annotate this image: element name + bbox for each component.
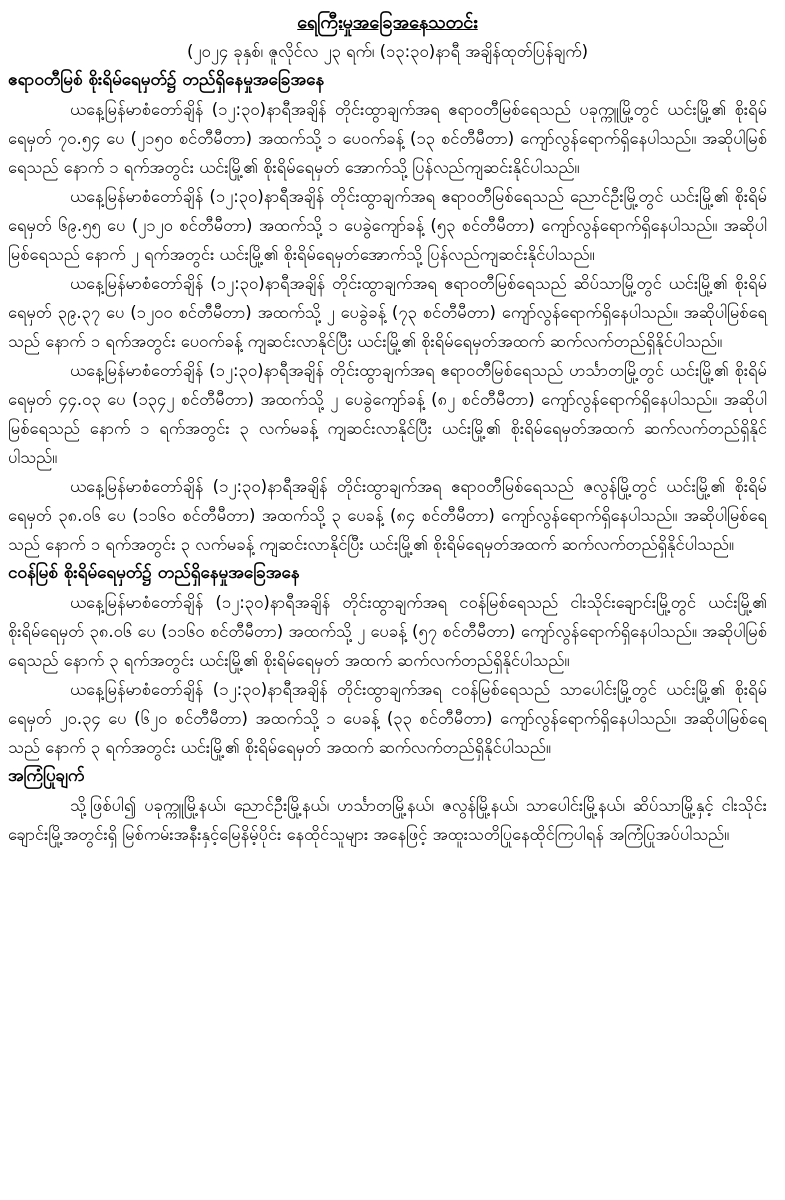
paragraph-seikthar: ယနေ့မြန်မာစံတော်ချိန် (၁၂:၃၀)နာရီအချိန် တိုင်းထွာချက်အရ ဧရာဝတီမြစ်ရေသည် ဆိပ်သာမြို့တွင် ယင်းမြို့၏ စိုးရိမ်ရေမှတ် ၃၉.၃၇ ပေ (၁၂၀၀ စင်တီမီတာ) အထက်သို့ ၂ ပေခွဲခန့် (၇၃ စင်တီမီတာ) ကျော်လွန်ရောက်ရှိနေပါသည်။ အဆိုပါမြစ်ရေသည် နောက် ၁ ရက်အတွင်း ပေ၀က်ခန့် ကျဆင်းလာနိုင်ပြီး ယင်းမြို့၏ စိုးရိမ်ရေမှတ်အထက် ဆက်လက်တည်ရှိနိုင်ပါသည်။	[8, 274, 767, 351]
paragraph-advice: သို့ဖြစ်ပါ၍ ပခုက္ကူမြို့နယ်၊ ညောင်ဦးမြို့နယ်၊ ဟင်္သာတမြို့နယ်၊ ဇလွန်မြို့နယ်၊ သာပေါင်းမြို့နယ်၊ ဆိပ်သာမြို့နှင့် ငါးသိုင်းချောင်းမြို့အတွင်းရှိ မြစ်ကမ်းအနီးနှင့်မြေနိမ့်ပိုင်း နေထိုင်သူများ အနေဖြင့် အထူးသတိပြုနေထိုင်ကြပါရန် အကြံပြုအပ်ပါသည်။	[8, 796, 767, 844]
section-heading: ဧရာဝတီမြစ် စိုးရိမ်ရေမှတ်၌ တည်ရှိနေမှုအခြေအနေ	[8, 70, 325, 90]
bulletin-subtitle: (၂၀၂၄ ခုနှစ်၊ ဇူလိုင်လ ၂၃ ရက်၊ (၁၃:၃၀)နာရီ အချိန်ထုတ်ပြန်ချက်)	[186, 42, 589, 61]
bulletin-title: ရေကြီးမှုအခြေအနေသတင်း	[297, 12, 478, 33]
paragraph-pakokku: ယနေ့မြန်မာစံတော်ချိန် (၁၂:၃၀)နာရီအချိန် တိုင်းထွာချက်အရ ဧရာဝတီမြစ်ရေသည် ပခုက္ကူမြို့တွင် ယင်းမြို့၏ စိုးရိမ်ရေမှတ် ၇၀.၅၄ ပေ (၂၁၅၀ စင်တီမီတာ) အထက်သို့ ၁ ပေ၀က်ခန့် (၁၃ စင်တီမီတာ) ကျော်လွန်ရောက်ရှိနေပါသည်။ အဆိုပါမြစ်ရေသည် နောက် ၁ ရက်အတွင်း ယင်းမြို့၏ စိုးရိမ်ရေမှတ် အောက်သို့ ပြန်လည်ကျဆင်းနိုင်ပါသည်။	[8, 100, 767, 177]
paragraph-nyaung-u: ယနေ့မြန်မာစံတော်ချိန် (၁၂:၃၀)နာရီအချိန် တိုင်းထွာချက်အရ ဧရာဝတီမြစ်ရေသည် ညောင်ဦးမြို့တွင် ယင်းမြို့၏ စိုးရိမ်ရေမှတ် ၆၉.၅၅ ပေ (၂၁၂၀ စင်တီမီတာ) အထက်သို့ ၁ ပေခွဲကျော်ခန့် (၅၃ စင်တီမီတာ) ကျော်လွန်ရောက်ရှိနေပါသည်။ အဆိုပါမြစ်ရေသည် နောက် ၂ ရက်အတွင်း ယင်းမြို့၏ စိုးရိမ်ရေမှတ်အောက်သို့ ပြန်လည်ကျဆင်းနိုင်ပါသည်။	[8, 187, 767, 264]
section-ayeyarwady	[8, 66, 767, 559]
paragraph-thabaung: ယနေ့မြန်မာစံတော်ချိန် (၁၂:၃၀)နာရီအချိန် တိုင်းထွာချက်အရ ငဝန်မြစ်ရေသည် သာပေါင်းမြို့တွင် ယင်းမြို့၏ စိုးရိမ်ရေမှတ် ၂၀.၃၄ ပေ (၆၂၀ စင်တီမီတာ) အထက်သို့ ၁ ပေခန့် (၃၃ စင်တီမီတာ) ကျော်လွန်ရောက်ရှိနေပါသည်။ အဆိုပါမြစ်ရေသည် နောက် ၃ ရက်အတွင်း ယင်းမြို့၏ စိုးရိမ်ရေမှတ် အထက် ဆက်လက်တည်ရှိနိုင်ပါသည်။	[8, 680, 767, 757]
paragraph-hinthada: ယနေ့မြန်မာစံတော်ချိန် (၁၂:၃၀)နာရီအချိန် တိုင်းထွာချက်အရ ဧရာဝတီမြစ်ရေသည် ဟင်္သာတမြို့တွင် ယင်းမြို့၏ စိုးရိမ်ရေမှတ် ၄၄.၀၃ ပေ (၁၃၄၂ စင်တီမီတာ) အထက်သို့ ၂ ပေခွဲကျော်ခန့် (၈၂ စင်တီမီတာ) ကျော်လွန်ရောက်ရှိနေပါသည်။ အဆိုပါမြစ်ရေသည် နောက် ၁ ရက်အတွင်း ၃ လက်မခန့် ကျဆင်းလာနိုင်ပြီး ယင်းမြို့၏ စိုးရိမ်ရေမှတ်အထက် ဆက်လက်တည်ရှိနိုင်ပါသည်။	[8, 361, 767, 467]
paragraph-ngathaingchaung: ယနေ့မြန်မာစံတော်ချိန် (၁၂:၃၀)နာရီအချိန် တိုင်းထွာချက်အရ ငဝန်မြစ်ရေသည် ငါးသိုင်းချောင်းမြို့တွင် ယင်းမြို့၏ စိုးရိမ်ရေမှတ် ၃၈.၀၆ ပေ (၁၁၆၀ စင်တီမီတာ) အထက်သို့ ၂ ပေခန့် (၅၇ စင်တီမီတာ) ကျော်လွန်ရောက်ရှိနေပါသည်။ အဆိုပါမြစ်ရေသည် နောက် ၃ ရက်အတွင်း ယင်းမြို့၏ စိုးရိမ်ရေမှတ် အထက် ဆက်လက်တည်ရှိနိုင်ပါသည်။	[8, 593, 767, 670]
section-heading: ငဝန်မြစ် စိုးရိမ်ရေမှတ်၌ တည်ရှိနေမှုအခြေအနေ	[8, 563, 300, 583]
section-ngawun	[8, 559, 767, 762]
section-advice	[8, 762, 767, 849]
paragraph-zalun: ယနေ့မြန်မာစံတော်ချိန် (၁၂:၃၀)နာရီအချိန် တိုင်းထွာချက်အရ ဧရာဝတီမြစ်ရေသည် ဇလွန်မြို့တွင် ယင်းမြို့၏ စိုးရိမ်ရေမှတ် ၃၈.၀၆ ပေ (၁၁၆၀ စင်တီမီတာ) အထက်သို့ ၃ ပေခန့် (၈၄ စင်တီမီတာ) ကျော်လွန်ရောက်ရှိနေပါသည်။ အဆိုပါမြစ်ရေသည် နောက် ၁ ရက်အတွင်း ၃ လက်မခန့် ကျဆင်းလာနိုင်ပြီး ယင်းမြို့၏ စိုးရိမ်ရေမှတ်အထက် ဆက်လက်တည်ရှိနိုင်ပါသည်။	[8, 477, 767, 554]
section-heading: အကြံပြုချက်	[8, 766, 85, 786]
